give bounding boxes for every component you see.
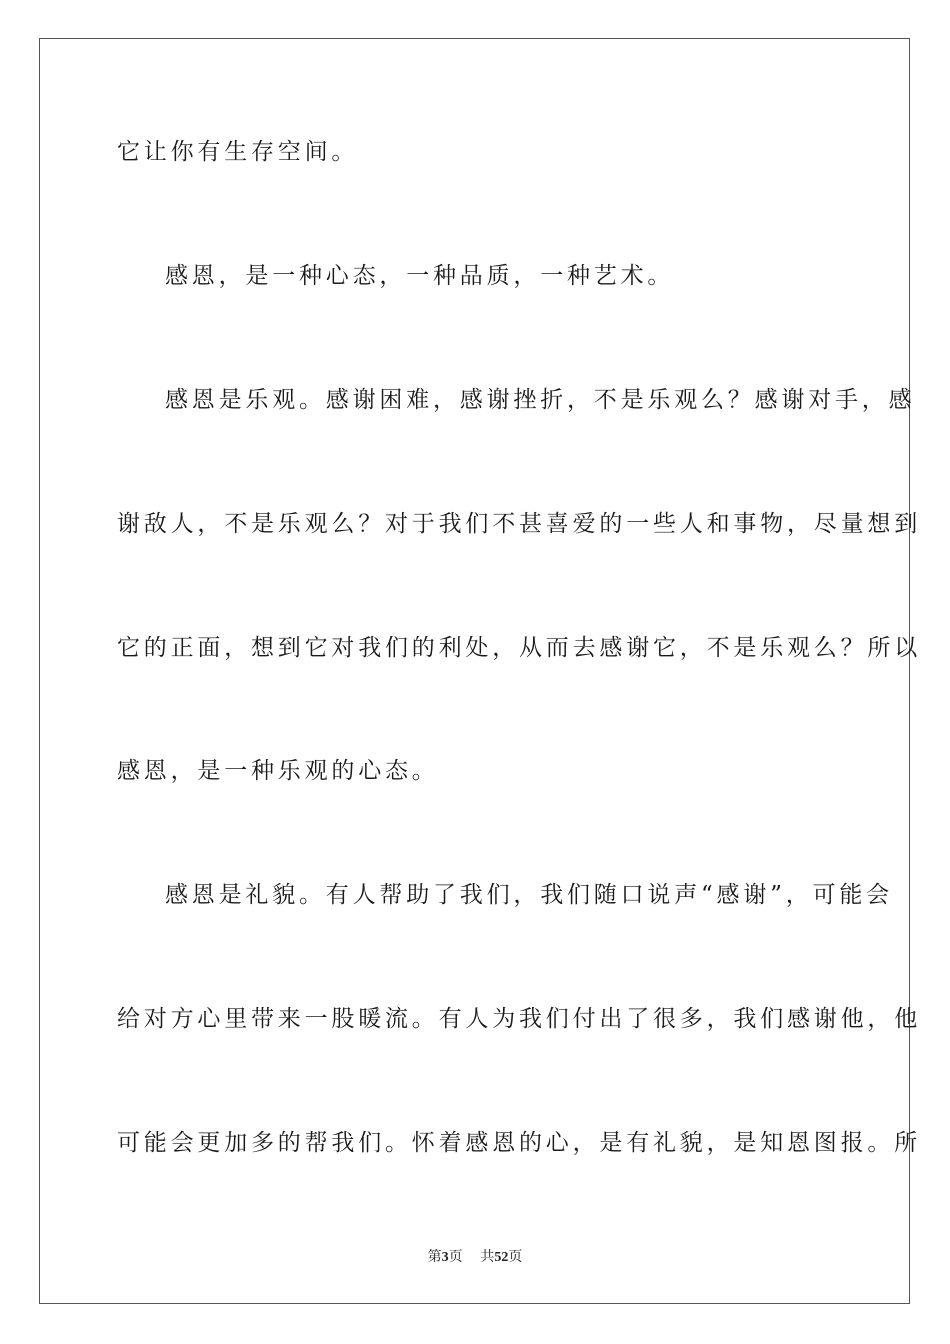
page-frame <box>39 38 921 1304</box>
footer-total-suffix: 页 <box>508 1249 523 1265</box>
page-footer <box>0 1248 950 1267</box>
text-line-8: 给对方心里带来一股暖流。有人为我们付出了很多，我们感谢他，他 <box>117 1006 921 1032</box>
text-line-3: 感恩是乐观。感谢困难，感谢挫折，不是乐观么？感谢对手，感 <box>165 387 916 413</box>
text-line-6: 感恩，是一种乐观的心态。 <box>117 758 439 784</box>
text-line-9: 可能会更加多的帮我们。怀着感恩的心，是有礼貌，是知恩图报。所 <box>117 1130 921 1156</box>
text-line-4: 谢敌人，不是乐观么？对于我们不甚喜爱的一些人和事物，尽量想到 <box>117 511 921 537</box>
text-line-7: 感恩是礼貌。有人帮助了我们，我们随口说声“感谢”，可能会 <box>165 882 893 908</box>
text-line-5: 它的正面，想到它对我们的利处，从而去感谢它，不是乐观么？所以 <box>117 635 921 661</box>
text-line-2: 感恩，是一种心态，一种品质，一种艺术。 <box>165 263 675 289</box>
text-line-1: 它让你有生存空间。 <box>117 139 359 165</box>
footer-prefix: 第 <box>427 1249 442 1265</box>
footer-page-number: 3 <box>441 1250 449 1265</box>
footer-total-prefix: 共 <box>480 1249 495 1265</box>
footer-page-suffix: 页 <box>448 1249 463 1265</box>
footer-total-pages: 52 <box>494 1250 509 1265</box>
